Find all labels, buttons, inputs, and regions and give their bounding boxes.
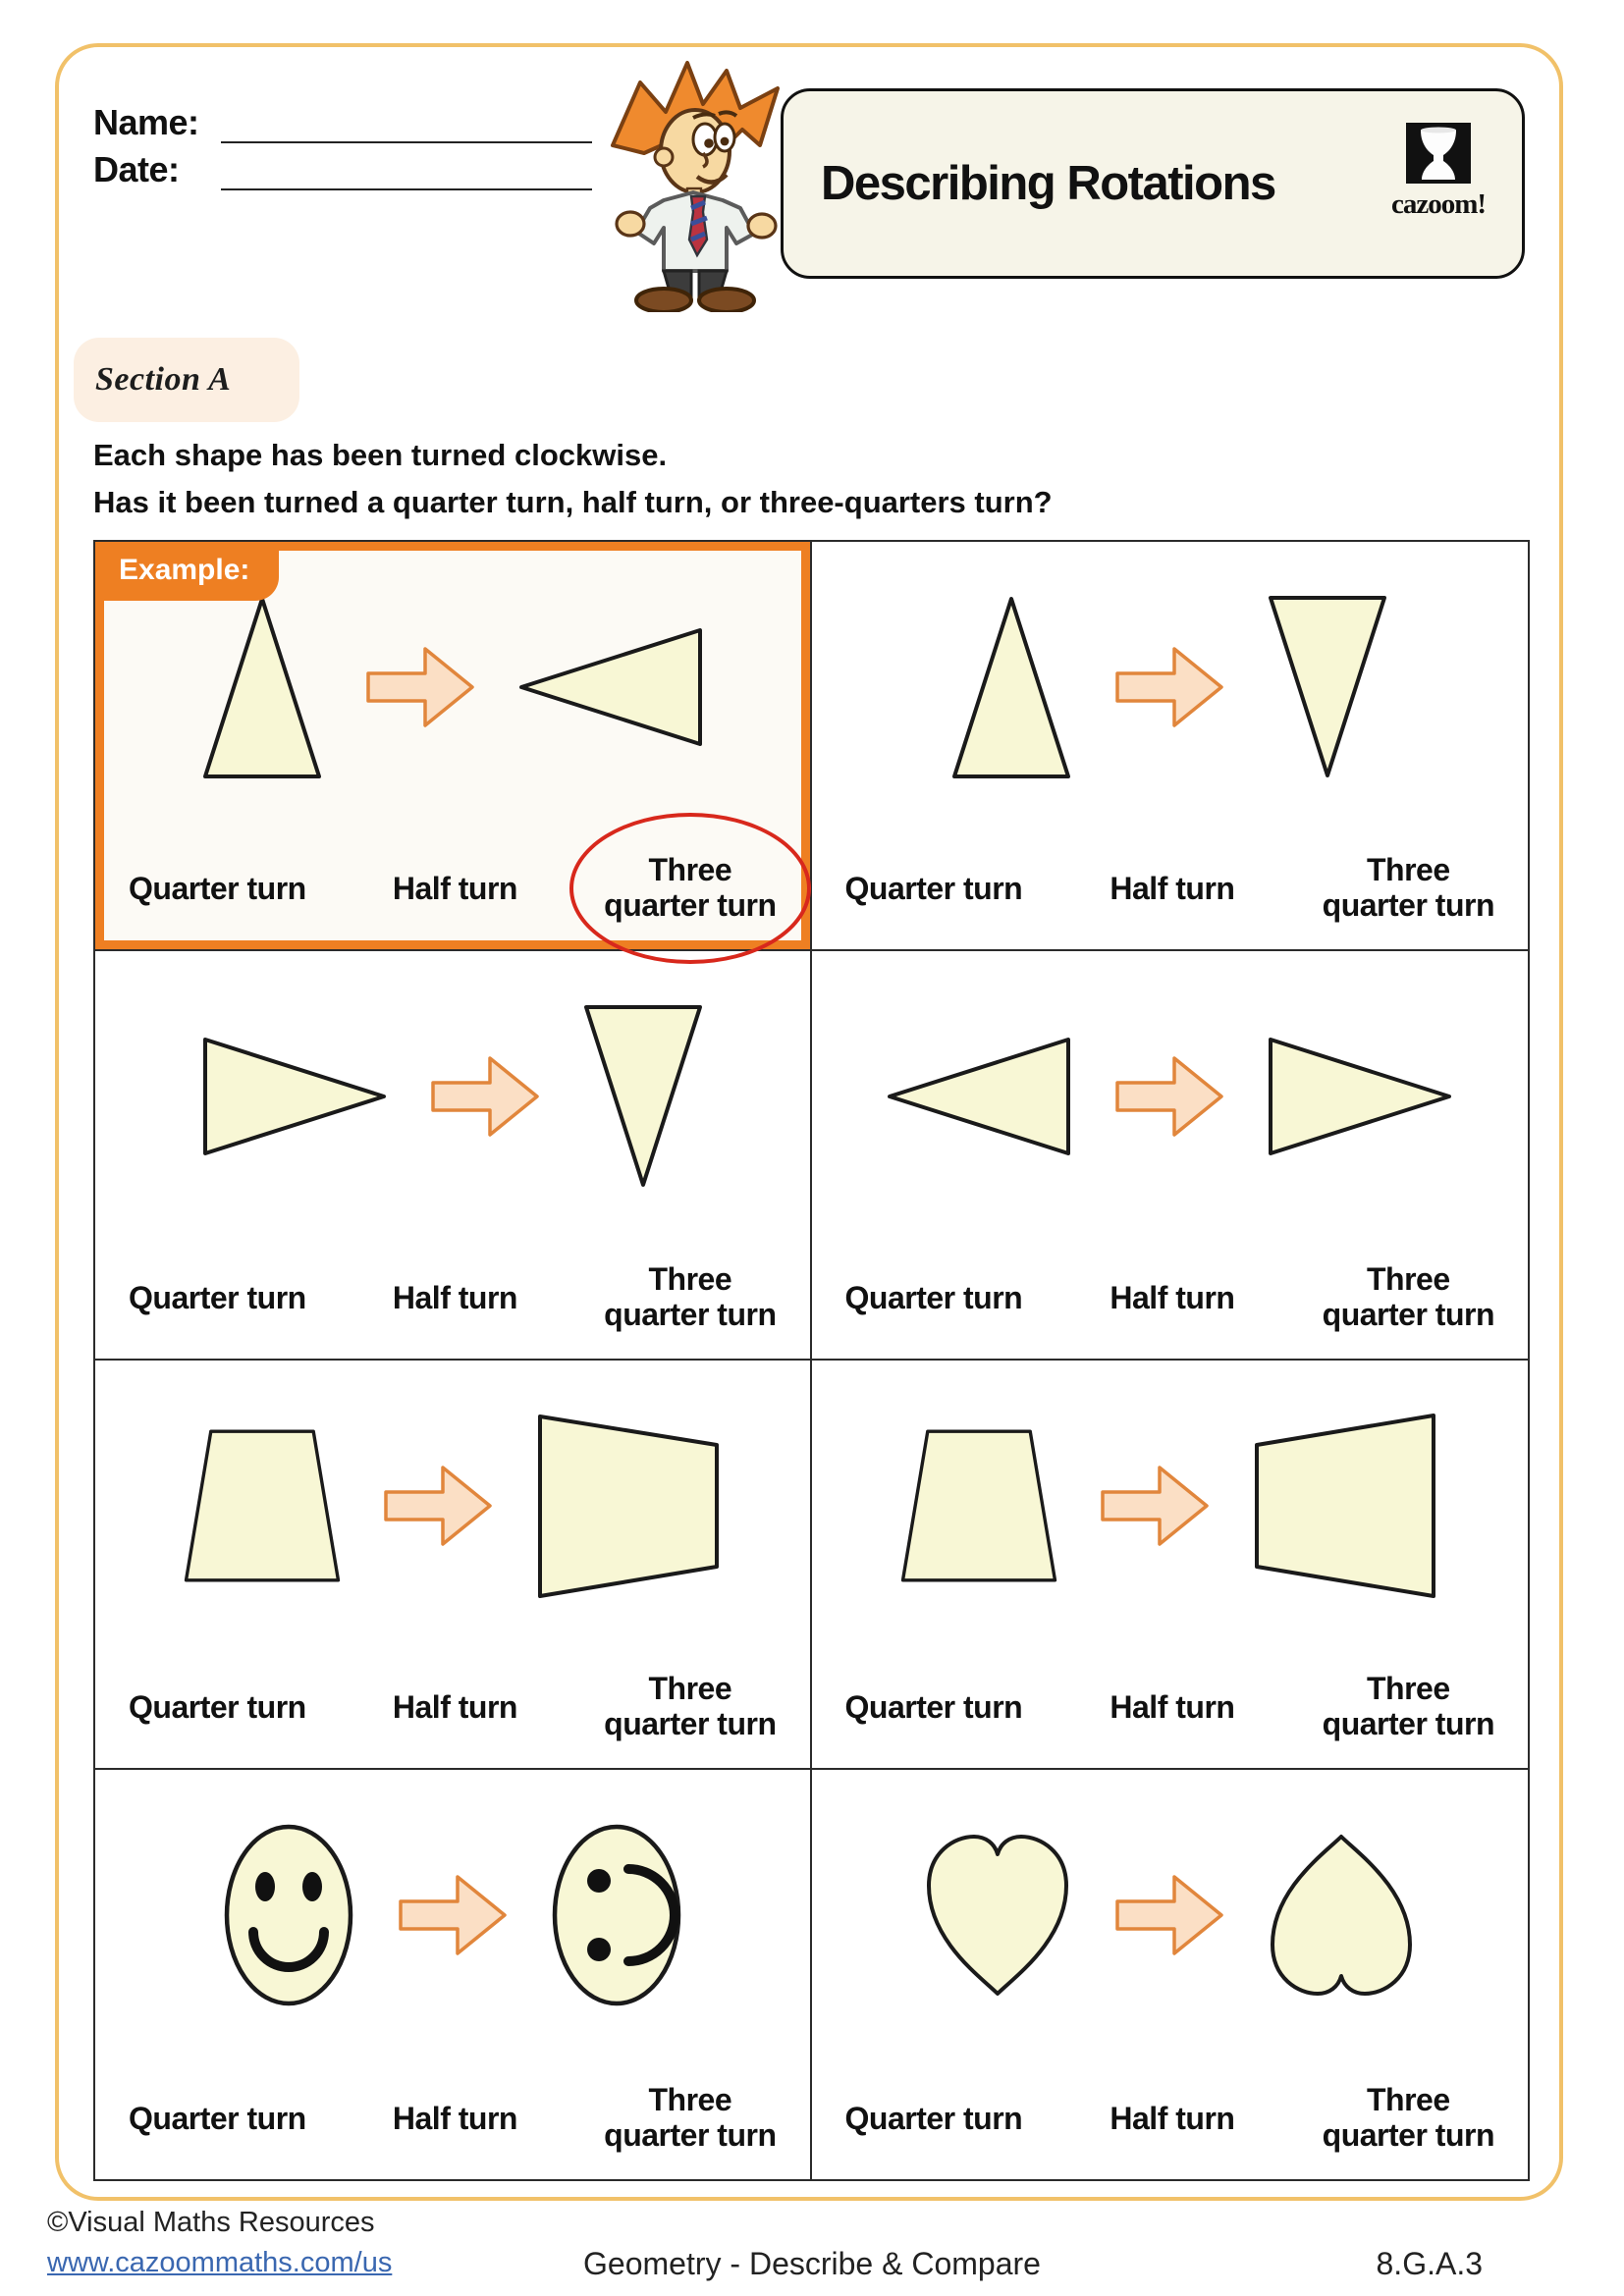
mascot-illustration (585, 55, 813, 317)
option-three-quarter-turn[interactable]: Three quarter turn (604, 853, 776, 924)
option-quarter-turn[interactable]: Quarter turn (129, 1279, 306, 1315)
option-three-quarter-turn[interactable]: Three quarter turn (1322, 1671, 1494, 1742)
instruction-line-2: Has it been turned a quarter turn, half turn, or three-quarters turn? (93, 485, 1053, 519)
option-half-turn[interactable]: Half turn (392, 1279, 517, 1315)
answer-options (129, 2083, 777, 2154)
trapezoid-quarter-shape (535, 1413, 722, 1599)
option-quarter-turn[interactable]: Quarter turn (844, 2100, 1023, 2136)
rotation-diagram (822, 1782, 1519, 2049)
instructions (93, 432, 1053, 526)
circled-answer-mark (569, 813, 811, 964)
rotation-arrow-icon (1097, 1459, 1213, 1553)
question-cell (812, 951, 1529, 1361)
option-quarter-turn[interactable]: Quarter turn (129, 1688, 306, 1725)
option-half-turn[interactable]: Half turn (392, 1688, 517, 1725)
option-three-quarter-turn[interactable]: Three quarter turn (1322, 852, 1494, 924)
answer-options (845, 1262, 1495, 1333)
question-cell (812, 1361, 1529, 1770)
cazoom-logo (1384, 123, 1492, 221)
question-cell (95, 1770, 812, 2179)
triangle-down-shape (1267, 594, 1388, 780)
triangle-left-shape (886, 1036, 1072, 1157)
option-quarter-turn[interactable]: Quarter turn (844, 1688, 1023, 1725)
question-cell (812, 542, 1529, 951)
option-three-quarter-turn[interactable]: Three quarter turn (604, 1671, 777, 1742)
page-title: Describing Rotations (821, 157, 1275, 210)
smiley-three-quarter-shape (550, 1822, 683, 2008)
question-cell (812, 1770, 1529, 2179)
answer-options (129, 1672, 777, 1742)
triangle-up-shape (201, 594, 323, 780)
rotation-diagram (822, 963, 1519, 1230)
trapezoid-up-shape (184, 1413, 341, 1599)
rotation-arrow-icon (380, 1459, 496, 1553)
triangle-right-shape (201, 1036, 388, 1157)
question-cell (95, 1361, 812, 1770)
footer-topic: Geometry - Describe & Compare (583, 2246, 1041, 2281)
heart-shape (923, 1831, 1072, 2000)
cazoom-drum-icon (1406, 123, 1471, 186)
rotation-arrow-icon (362, 640, 478, 734)
example-badge: Example: (95, 542, 279, 601)
option-half-turn[interactable]: Half turn (392, 870, 517, 906)
answer-options (129, 853, 777, 924)
option-half-turn[interactable]: Half turn (1110, 2100, 1235, 2136)
smiley-shape (222, 1822, 355, 2008)
rotation-arrow-icon (395, 1868, 511, 1962)
answer-options (129, 1262, 777, 1333)
date-input-line[interactable] (221, 151, 592, 190)
rotation-diagram (105, 1372, 800, 1639)
name-date-block (93, 96, 623, 190)
answer-options (845, 853, 1495, 924)
name-label: Name: (93, 102, 199, 142)
option-quarter-turn[interactable]: Quarter turn (129, 870, 306, 906)
website-link[interactable]: www.cazoommaths.com/us (47, 2247, 393, 2278)
section-a-chip (74, 338, 299, 422)
rotation-arrow-icon (1111, 1049, 1227, 1144)
option-half-turn[interactable]: Half turn (1110, 1279, 1235, 1315)
triangle-right-shape (1267, 1036, 1453, 1157)
trapezoid-up-shape (900, 1413, 1057, 1599)
option-quarter-turn[interactable]: Quarter turn (844, 1279, 1023, 1315)
option-three-quarter-turn[interactable]: Three quarter turn (1322, 2082, 1494, 2154)
triangle-up-shape (950, 594, 1072, 780)
option-three-quarter-turn[interactable]: Three quarter turn (604, 2082, 777, 2154)
date-label: Date: (93, 149, 180, 189)
name-input-line[interactable] (221, 104, 592, 143)
rotation-diagram (105, 963, 800, 1230)
standard-code: 8.G.A.3 (1376, 2246, 1483, 2281)
question-cell (95, 542, 812, 951)
question-cell (95, 951, 812, 1361)
rotation-diagram (822, 554, 1519, 821)
title-box (781, 88, 1525, 279)
rotation-arrow-icon (1111, 640, 1227, 734)
triangle-down-shape (582, 1003, 704, 1190)
answer-options (845, 2083, 1495, 2154)
option-three-quarter-turn[interactable]: Three quarter turn (604, 1261, 777, 1333)
logo-wordmark: cazoom! (1390, 188, 1487, 220)
section-a-label: Section A (95, 361, 232, 398)
trapezoid-three-quarter-shape (1252, 1413, 1438, 1599)
option-three-quarter-turn[interactable]: Three quarter turn (1322, 1261, 1494, 1333)
option-quarter-turn[interactable]: Quarter turn (844, 870, 1023, 906)
instruction-line-1: Each shape has been turned clockwise. (93, 438, 668, 472)
heart-half-shape (1267, 1831, 1416, 2000)
answer-options (845, 1672, 1495, 1742)
rotation-arrow-icon (427, 1049, 543, 1144)
copyright-text: ©Visual Maths Resources (47, 2207, 375, 2238)
option-half-turn[interactable]: Half turn (1110, 870, 1235, 906)
option-half-turn[interactable]: Half turn (392, 2100, 517, 2136)
rotation-arrow-icon (1111, 1868, 1227, 1962)
triangle-left-shape (517, 626, 704, 748)
questions-grid (93, 540, 1530, 2181)
option-half-turn[interactable]: Half turn (1110, 1688, 1235, 1725)
rotation-diagram (822, 1372, 1519, 1639)
rotation-diagram (105, 1782, 800, 2049)
option-quarter-turn[interactable]: Quarter turn (129, 2100, 306, 2136)
